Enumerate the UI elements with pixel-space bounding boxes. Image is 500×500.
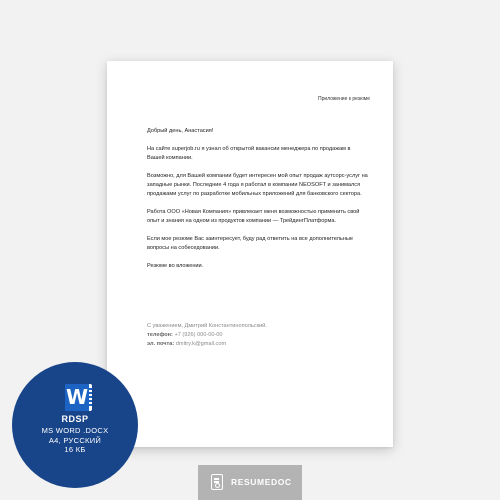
file-info-badge: [12, 362, 138, 488]
paragraph-attachment: Резюме во вложении.: [147, 263, 204, 269]
word-icon: [65, 384, 92, 411]
word-icon-letter: W: [65, 385, 89, 409]
paragraph-experience: Возможно, для Вашей компании будет интересен мой опыт продаж аутсорс-услуг на западные рынки. Последние 4 года я работал в компании NEOSOFT и занимался продажами услуг по разработке мобильных приложений для банковского сектора.: [147, 173, 368, 197]
phone-label: телефон:: [147, 332, 173, 338]
badge-title: RDSP: [61, 414, 89, 424]
brand-name: RESUMEDOC: [231, 477, 292, 487]
signature-email: [147, 340, 369, 349]
word-icon-lines: [89, 388, 92, 407]
email-value: dmitry.k@gmail.com: [175, 341, 227, 347]
header-note: Приложение к резюме: [318, 96, 370, 102]
signature-block: [147, 322, 369, 349]
brand-footer: [198, 465, 302, 500]
signature-phone: [147, 331, 369, 340]
signature-regards: С уважением, Дмитрий Константинопольский.: [147, 323, 267, 329]
paragraph-motivation: Работа ООО «Новая Компания» привлекает меня возможностью применить свой опыт и знания на одном из продуктов компании — ТрейдингПлатформа.: [147, 209, 360, 224]
badge-size: 16 КБ: [64, 445, 86, 454]
letter-page: [107, 61, 393, 447]
resume-doc-icon: [211, 474, 223, 490]
email-label: эл. почта:: [147, 341, 175, 347]
badge-details: A4, РУССКИЙ: [48, 436, 102, 445]
badge-format: MS WORD .DOCX: [41, 426, 109, 435]
paragraph-interview: Если мое резюме Вас заинтересует, буду рад ответить на все дополнительные вопросы на собеседовании.: [147, 236, 354, 251]
letter-body: [147, 127, 369, 280]
paragraph-vacancy: На сайте superjob.ru я узнал об открытой вакансии менеджера по продажам в Вашей компании.: [147, 146, 351, 161]
greeting: Добрый день, Анастасия!: [147, 128, 214, 134]
phone-value: +7 (926) 000-00-00: [174, 332, 223, 338]
